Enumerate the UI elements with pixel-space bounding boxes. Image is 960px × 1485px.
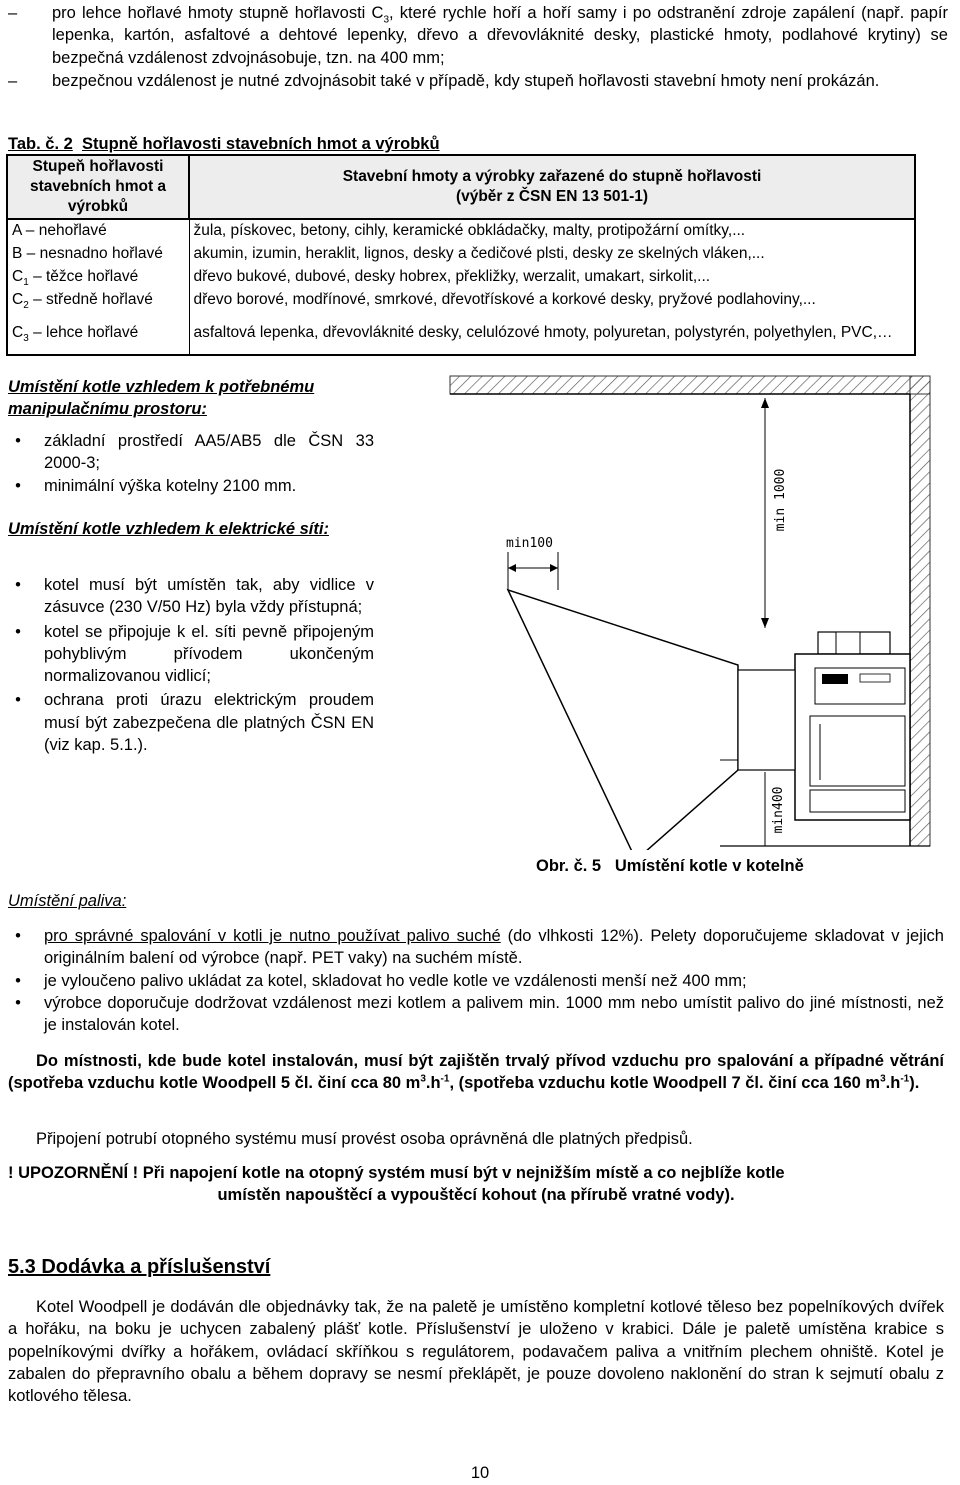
dimension-label-top: min 1000 bbox=[773, 468, 788, 532]
list-item: • kotel se připojuje k el. síti pevně připojeným pohyblivým přívodem ukončeným normalizovanou vidlicí; bbox=[8, 621, 374, 688]
list-item: • kotel musí být umístěn tak, aby vidlice v zásuvce (230 V/50 Hz) byla vždy přístupná; bbox=[8, 574, 374, 619]
air-supply-note: Do místnosti, kde bude kotel instalován, musí být zajištěn trvalý přívod vzduchu pro spalování a případné větrání (spotřeba vzduchu kotle Woodpell 5 čl. činí cca 80 $m^3.h^{-1}$, (spotřeba vzduchu kotle Woodpell 7 čl. činí cca 160 $m^3.h^{-1}$). bbox=[8, 1052, 944, 1093]
table-header-grade: Stupeň hořlavosti stavebních hmot a výrobků bbox=[7, 155, 189, 219]
page-number: 10 bbox=[470, 1464, 490, 1482]
bullet-dot: • bbox=[15, 576, 21, 594]
grade-sub: 3 bbox=[23, 332, 29, 344]
section-grid-heading: Umístění kotle vzhledem k elektrické síti: bbox=[8, 520, 329, 538]
figure-caption-title: Umístění kotle v kotelně bbox=[614, 857, 804, 875]
ash-drawer bbox=[810, 790, 905, 812]
dash-bullet: – bbox=[8, 4, 18, 22]
table-row bbox=[7, 289, 915, 312]
grade-letter: C bbox=[12, 291, 24, 309]
table-row bbox=[7, 312, 915, 355]
bullet-dot: • bbox=[15, 691, 21, 710]
ceiling-wall bbox=[450, 376, 930, 394]
grade-cell: $C_2$ – středně hořlavé bbox=[7, 289, 189, 312]
intro-item-1-text: pro lehce hořlavé hmoty stupně hořlavosti C bbox=[52, 4, 384, 22]
intro-item-1-sub: 3 bbox=[383, 14, 389, 26]
grade-name: nesnadno hořlavé bbox=[39, 245, 163, 263]
section-fuel-heading: Umístění paliva: bbox=[8, 892, 127, 910]
section-space-list bbox=[8, 430, 374, 497]
grade-letter: C bbox=[12, 268, 24, 286]
section-53-heading: 5.3 Dodávka a příslušenství bbox=[8, 1256, 271, 1278]
grade-cell: $C_1$ – těžce hořlavé bbox=[7, 266, 189, 289]
table-row bbox=[7, 266, 915, 289]
grade-cell: A – nehořlavé bbox=[7, 219, 189, 243]
table-row bbox=[7, 243, 915, 266]
figure-caption bbox=[536, 855, 804, 877]
table-caption-number: Tab. č. 2 bbox=[8, 135, 73, 153]
control-panel bbox=[815, 668, 905, 704]
list-item: • základní prostředí AA5/AB5 dle ČSN 33 2000-3; bbox=[8, 430, 374, 475]
list-item: • pro správné spalování v kotli je nutno používat palivo suché (do vlhkosti 12%). Pelety doporučujeme skladovat v jejich originálním balení od výrobce (např. PET vaky) na suchém místě. bbox=[8, 925, 944, 970]
bullet-dot: • bbox=[15, 927, 21, 945]
fuel-dry-note: pro správné spalování v kotli je nutno používat palivo suché bbox=[44, 927, 501, 945]
bullet-dot: • bbox=[15, 432, 21, 450]
list-item: • ochrana proti úrazu elektrickým proudem musí být zabezpečena dle platných ČSN EN (viz kap. 5.1.). bbox=[8, 689, 374, 756]
materials-cell: žula, pískovec, betony, cihly, keramické obkládačky, malty, protipožární omítky,... bbox=[189, 219, 915, 243]
grade-letter: A bbox=[12, 222, 22, 240]
grade-name: středně hořlavé bbox=[46, 291, 153, 309]
bullet-dot: • bbox=[15, 971, 21, 990]
intro-item-1-text-rest: , které rychle hoří a hoří samy i po odstranění zdroje zapálení (např. papír lepenka, kartón, asfaltové a dehtové lepenky, dřevo a dřevovláknité desky, plastické hmoty, podlahové krytiny) se bezpečná vzdálenost zdvojnásobuje, tzn. na 400 mm; bbox=[52, 4, 948, 67]
figure-caption-number: Obr. č. 5 bbox=[536, 857, 602, 875]
table-caption bbox=[8, 133, 440, 155]
grade-sub: 1 bbox=[23, 277, 29, 289]
section-53-text: Kotel Woodpell je dodáván dle objednávky tak, že na paletě je umístěno kompletní kotlové těleso bez popelníkových dvířek a hořáku, na boku je uchycen zabalený plášť kotle. Příslušenství je uloženo v krabici. Dále je paletě umístěna krabice s popelníkovými dvířky a hořákem, ovládací skříňkou s regulátorem, podavačem paliva a vnitřním plechem ohniště. Kotel je zabalen do přepravního obalu a během dopravy se nesmí překlápět, je pouze dovoleno naklonění do stran k sejmutí obalu z kotlového tělesa. bbox=[8, 1298, 944, 1406]
grade-cell: B – nesnadno hořlavé bbox=[7, 243, 189, 266]
table-row bbox=[7, 219, 915, 243]
materials-cell: akumin, izumin, heraklit, lignos, desky a čedičové plsti, desky ze skelných vláken,... bbox=[189, 243, 915, 266]
list-item: • minimální výška kotelny 2100 mm. bbox=[8, 475, 374, 497]
grade-name: těžce hořlavé bbox=[46, 268, 139, 286]
materials-cell: dřevo borové, modřínové, smrkové, dřevotřískové a korkové desky, pryžové podlahoviny,... bbox=[189, 289, 915, 312]
list-item: • výrobce doporučuje dodržovat vzdálenost mezi kotlem a palivem min. 1000 mm nebo umístit palivo do jiné místnosti, než je instalován kotel. bbox=[8, 992, 944, 1037]
boiler-placement-figure bbox=[420, 370, 940, 850]
right-wall bbox=[910, 376, 930, 846]
dimension-label-bottom: min400 bbox=[771, 786, 786, 834]
intro-item-2-text: bezpečnou vzdálenost je nutné zdvojnásobit také v případě, kdy stupeň hořlavosti stavební hmoty není prokázán. bbox=[52, 72, 880, 90]
connection-note: Připojení potrubí otopného systému musí provést osoba oprávněná dle platných předpisů. bbox=[36, 1130, 693, 1148]
section-fuel-list bbox=[8, 925, 944, 1036]
table-header-materials-line1: Stavební hmoty a výrobky zařazené do stupně hořlavosti bbox=[342, 168, 762, 186]
boiler-door bbox=[810, 716, 905, 786]
section-space-heading: Umístění kotle vzhledem k potřebnému manipulačnímu prostoru: bbox=[8, 378, 315, 419]
intro-item-1 bbox=[8, 2, 948, 69]
grade-sub: 2 bbox=[23, 300, 29, 312]
bullet-dot: • bbox=[15, 622, 21, 641]
grade-letter: C bbox=[12, 323, 24, 341]
bullet-dot: • bbox=[15, 476, 21, 495]
grade-name: nehořlavé bbox=[38, 222, 107, 240]
grade-letter: B bbox=[12, 245, 23, 263]
intro-item-2 bbox=[8, 70, 948, 92]
section-grid-list bbox=[8, 574, 374, 756]
table-caption-title: Stupně hořlavosti stavebních hmot a výrobků bbox=[81, 135, 440, 153]
warning-note bbox=[8, 1162, 944, 1207]
fuel-hopper bbox=[738, 670, 795, 770]
list-item: • je vyloučeno palivo ukládat za kotel, skladovat ho vedle kotle ve vzdálenosti menší než 400 mm; bbox=[8, 970, 944, 992]
table-header-row bbox=[7, 155, 915, 219]
dimension-label-left: min100 bbox=[506, 536, 553, 551]
materials-cell: asfaltová lepenka, dřevovláknité desky, celulózové hmoty, polyuretan, polystyrén, polyethylen, PVC,… bbox=[189, 312, 915, 355]
flammability-table bbox=[6, 154, 916, 356]
table-header-materials-line2: (výběr z ČSN EN 13 501-1) bbox=[455, 188, 649, 206]
warning-line-1: ! UPOZORNĚNÍ ! Při napojení kotle na otopný systém musí být v nejnižším místě a co nejblíže kotle bbox=[8, 1164, 785, 1182]
materials-cell: dřevo bukové, dubové, desky hobrex, překližky, werzalit, umakart, sirkolit,... bbox=[189, 266, 915, 289]
warning-line-2: umístěn napouštěcí a vypouštěcí kohout (na přírubě vratné vody). bbox=[217, 1186, 735, 1205]
table-header-materials bbox=[189, 155, 915, 219]
bullet-dot: • bbox=[15, 993, 21, 1012]
dash-bullet: – bbox=[8, 72, 18, 90]
grade-name: lehce hořlavé bbox=[46, 323, 139, 341]
display-icon bbox=[822, 674, 848, 684]
access-cone bbox=[508, 590, 738, 850]
grade-cell: $C_3$ – lehce hořlavé bbox=[7, 312, 189, 355]
